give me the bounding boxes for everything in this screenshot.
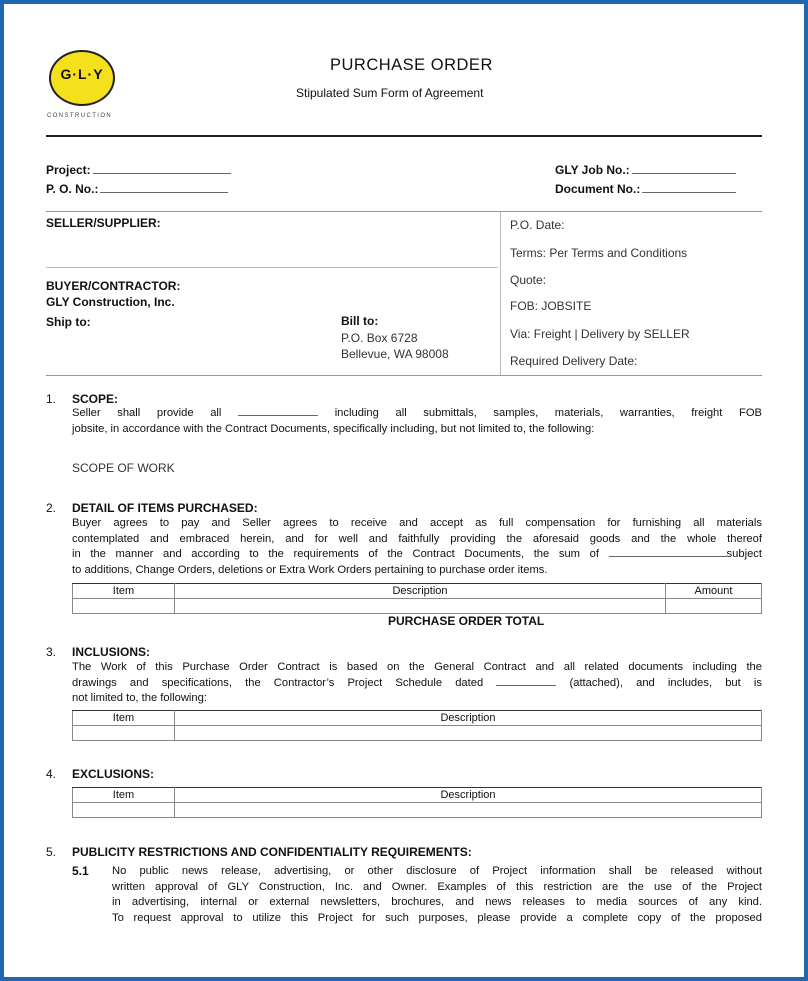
table-row <box>73 803 762 818</box>
col-header-description: Description <box>175 584 666 599</box>
po-no-field: P. O. No.: <box>46 182 228 196</box>
buyer-label: BUYER/CONTRACTOR: <box>46 279 181 293</box>
detail-title: DETAIL OF ITEMS PURCHASED: <box>72 501 258 515</box>
ship-to-label: Ship to: <box>46 315 91 329</box>
col-header-description: Description <box>175 711 762 726</box>
via-text: Via: Freight | Delivery by SELLER <box>510 327 690 341</box>
po-date-label: P.O. Date: <box>510 218 565 232</box>
required-delivery-label: Required Delivery Date: <box>510 354 638 368</box>
publicity-line1: No public news release, advertising, or other disclosure of Project information shall be released without <box>112 865 762 877</box>
publicity-line2: written approval of GLY Construction, Inc. and Owner. Examples of this restriction are the use of the Project <box>112 880 762 893</box>
quote-label: Quote: <box>510 273 547 287</box>
publicity-sub-number: 5.1 <box>72 864 89 878</box>
document-page <box>4 4 804 977</box>
publicity-line3: in advertising, internal or external newsletters, brochures, and news releases to media sources of any kind. <box>112 896 762 908</box>
inclusions-line3: not limited to, the following: <box>72 692 207 704</box>
terms-text: Terms: Per Terms and Conditions <box>510 246 688 260</box>
bill-to-line1: P.O. Box 6728 <box>341 331 418 345</box>
buyer-name: GLY Construction, Inc. <box>46 295 175 309</box>
header-rule <box>46 135 762 137</box>
detail-line3: in the manner and according to the requirements of the Contract Documents, the sum of subject <box>72 548 762 560</box>
inclusions-table <box>72 710 762 741</box>
detail-line4: to additions, Change Orders, deletions or Extra Work Orders pertaining to purchase order items. <box>72 563 548 576</box>
col-header-item: Item <box>73 711 175 726</box>
publicity-title: PUBLICITY RESTRICTIONS AND CONFIDENTIALITY REQUIREMENTS: <box>72 845 472 859</box>
logo-subtitle: CONSTRUCTION <box>47 113 113 119</box>
page-subtitle: Stipulated Sum Form of Agreement <box>296 86 484 100</box>
inclusions-line1: The Work of this Purchase Order Contract is based on the General Contract and all related documents including the <box>72 661 762 673</box>
detail-number: 2. <box>46 501 57 515</box>
col-header-item: Item <box>73 788 175 803</box>
col-header-item: Item <box>73 584 175 599</box>
exclusions-number: 4. <box>46 767 57 781</box>
detail-line1: Buyer agrees to pay and Seller agrees to receive and accept as full compensation for furnishing all materials <box>72 517 762 529</box>
publicity-paragraph <box>112 864 762 926</box>
publicity-line4: To request approval to utilize this Project for such purposes, please provide a complete copy of the proposed <box>112 911 762 924</box>
scope-paragraph <box>72 406 762 437</box>
exclusions-title: EXCLUSIONS: <box>72 767 155 781</box>
scope-of-work-label: SCOPE OF WORK <box>72 461 175 475</box>
project-field: Project: <box>46 163 231 177</box>
col-header-amount: Amount <box>666 584 762 599</box>
purchase-order-total-label: PURCHASE ORDER TOTAL <box>388 614 545 628</box>
items-purchased-table <box>72 583 762 614</box>
inclusions-paragraph <box>72 660 762 707</box>
fob-text: FOB: JOBSITE <box>510 299 592 313</box>
document-no-field: Document No.: <box>555 182 736 196</box>
publicity-number: 5. <box>46 845 57 859</box>
scope-number: 1. <box>46 392 57 406</box>
info-rule-bottom <box>46 375 762 376</box>
detail-paragraph <box>72 516 762 578</box>
job-no-field: GLY Job No.: <box>555 163 736 177</box>
bill-to-line2: Bellevue, WA 98008 <box>341 347 449 361</box>
detail-line2: contemplated and embraced herein, and for well and faithfully providing the aforesaid goods and the whole thereof <box>72 532 762 545</box>
col-header-description: Description <box>175 788 762 803</box>
scope-line2: jobsite, in accordance with the Contract Documents, specifically including, but not limited to, the following: <box>72 422 595 435</box>
exclusions-table <box>72 787 762 818</box>
scope-line1: Seller shall provide all including all submittals, samples, materials, warranties, freight FOB <box>72 407 763 419</box>
inclusions-title: INCLUSIONS: <box>72 645 150 659</box>
inclusions-line2: drawings and specifications, the Contractor’s Project Schedule dated (attached), and includes, but is <box>72 676 762 689</box>
bill-to-label: Bill to: <box>341 314 379 328</box>
info-column-divider <box>500 212 501 375</box>
table-row <box>73 726 762 741</box>
scope-title: SCOPE: <box>72 392 119 406</box>
logo-initials: G·L·Y <box>60 66 104 82</box>
inclusions-number: 3. <box>46 645 57 659</box>
table-row <box>73 599 762 614</box>
page-title: PURCHASE ORDER <box>330 56 493 74</box>
seller-label: SELLER/SUPPLIER: <box>46 216 161 230</box>
info-rule-top <box>46 211 762 212</box>
seller-buyer-divider <box>46 267 498 268</box>
